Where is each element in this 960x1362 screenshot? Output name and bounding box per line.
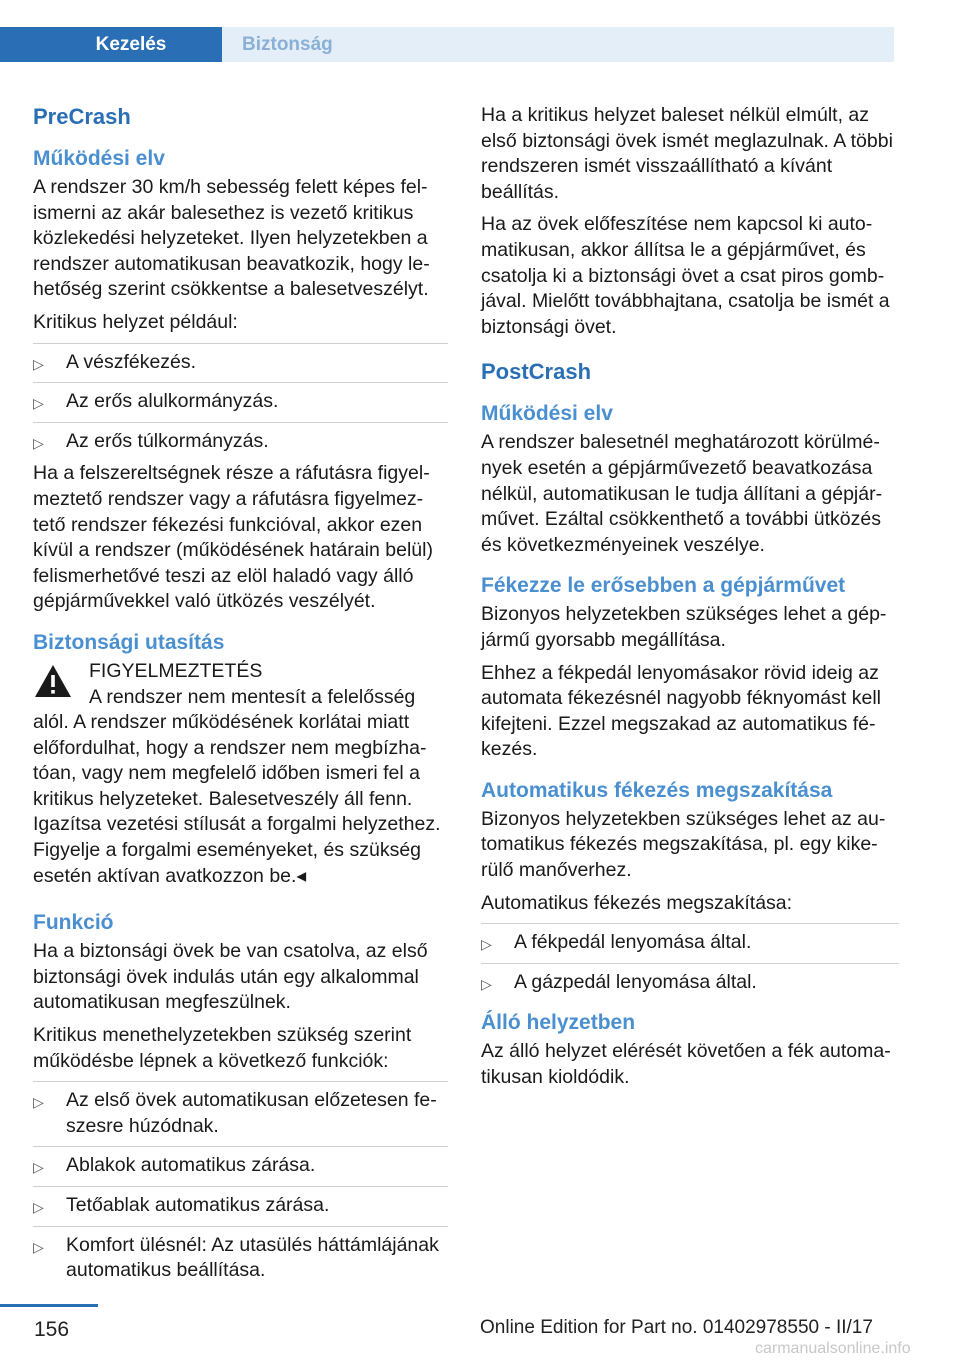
left-column xyxy=(33,95,448,1291)
list-item xyxy=(33,422,448,455)
warning-block xyxy=(33,659,448,889)
paragraph: Kritikus helyzet például: xyxy=(33,310,238,333)
list-item-text: Ablakok automatikus zárása. xyxy=(66,1154,316,1177)
list-item-text: Az első övek automatikusan előzetesen fe-szesre húzódnak. xyxy=(66,1089,437,1137)
section-title-precrash: PreCrash xyxy=(33,104,131,129)
paragraph: A rendszer 30 km/h sebesség felett képes fel-ismerni az akár balesethez is vezető kritikus közlekedési helyzeteket. Ilyen helyzetekben a rendszer automatikusan beavatkozik, hogy le-hetőség szerint csökkentse a balesetveszélyt. xyxy=(33,176,430,301)
triangle-bullet-icon: ▷ xyxy=(33,1159,44,1176)
list-item xyxy=(33,1186,448,1219)
warning-text: alól. A rendszer működésének korlátai miatt előfordulhat, hogy a rendszer nem megbízha-tóan, vagy nem megfelelő időben ismeri fel a kritikus helyzeteket. Balesetveszély áll fenn. Igazítsa vezetési stílusát a forgalmi helyzethez. Figyelje a forgalmi eseményeket, és szükség esetén aktívan avatkozzon be.◂ xyxy=(33,711,441,887)
list-item xyxy=(33,1082,448,1139)
section-title-postcrash: PostCrash xyxy=(481,359,592,385)
paragraph: Ha a biztonsági övek be van csatolva, az első biztonsági övek indulás után egy alkalommal automatikusan megfeszülnek. xyxy=(33,940,428,1014)
paragraph: Ha az övek előfeszítése nem kapcsol ki auto-matikusan, akkor állítsa le a gépjárművet, és csatolja ki a biztonsági övet a csat piros gomb-jával. Mielőtt továbbhajtana, csatolja be ismét a biztonsági övet. xyxy=(481,213,890,338)
heading-mukodesi-elv: Működési elv xyxy=(33,147,165,170)
warning-first-line: A rendszer nem mentesít a felelősség xyxy=(89,685,416,708)
right-column xyxy=(481,95,899,1098)
heading-allo-helyzetben: Álló helyzetben xyxy=(481,1011,636,1035)
paragraph: Az álló helyzet elérését követően a fék automa-tikusan kioldódik. xyxy=(481,1040,891,1089)
paragraph: Bizonyos helyzetekben szükséges lehet az au-tomatikus fékezés megszakítása, pl. egy kike-rülő manőverhez. xyxy=(481,807,886,882)
bullet-list xyxy=(481,923,899,995)
heading-funkcio: Funkció xyxy=(33,911,114,935)
list-item xyxy=(33,1146,448,1179)
tab-biztonsag[interactable]: Biztonság xyxy=(222,27,894,62)
list-item xyxy=(33,344,448,376)
triangle-bullet-icon: ▷ xyxy=(33,1094,44,1111)
triangle-bullet-icon: ▷ xyxy=(33,1199,44,1215)
watermark: carmanualsonline.info xyxy=(755,1340,911,1357)
triangle-bullet-icon: ▷ xyxy=(481,936,492,953)
heading-biztonsagi-utasitas: Biztonsági utasítás xyxy=(33,630,225,654)
triangle-bullet-icon: ▷ xyxy=(33,395,44,412)
list-item-text: A gázpedál lenyomása által. xyxy=(514,970,757,993)
bullet-list xyxy=(33,1081,448,1284)
heading-mukodesi-elv: Működési elv xyxy=(481,402,613,426)
list-item-text: A fékpedál lenyomása által. xyxy=(514,931,752,954)
list-item-text: Komfort ülésnél: Az utasülés háttámlájának automatikus beállítása. xyxy=(66,1233,439,1282)
paragraph: A rendszer balesetnél meghatározott körülmé-nyek esetén a gépjárművezető beavatkozása nélkül, automatikusan le tudja állítani a gépjár-művet. Ezáltal csökkenthető a további ütközés és következményeinek veszélye. xyxy=(481,431,883,556)
paragraph: Ha a felszereltségnek része a ráfutásra figyel-meztető rendszer vagy a ráfutásra figyelmez-tető rendszer fékezési funkcióval, akkor ezen kívül a rendszer (működésének határain belül) felismerhetővé teszi az elöl haladó vagy álló gépjárművekkel való ütközés veszélyét. xyxy=(33,462,433,613)
triangle-bullet-icon: ▷ xyxy=(33,355,44,372)
footer-rule xyxy=(0,1304,98,1307)
list-item xyxy=(481,963,899,996)
triangle-bullet-icon: ▷ xyxy=(481,975,492,992)
list-item xyxy=(481,924,899,956)
paragraph: Kritikus menethelyzetekben szükség szerint működésbe lépnek a következő funkciók: xyxy=(33,1024,412,1072)
bullet-list xyxy=(33,343,448,455)
heading-fekezze-le: Fékezze le erősebben a gépjárművet xyxy=(481,574,846,598)
tab-kezeles[interactable]: Kezelés xyxy=(0,27,222,62)
warning-title: FIGYELMEZTETÉS xyxy=(89,659,263,682)
header-bar xyxy=(0,0,960,62)
list-item-text: Tetőablak automatikus zárása. xyxy=(66,1194,330,1216)
warning-triangle-icon xyxy=(33,663,73,699)
triangle-bullet-icon: ▷ xyxy=(33,434,44,451)
edition-text: Online Edition for Part no. 01402978550 - II/17 xyxy=(480,1317,873,1338)
paragraph: Ha a kritikus helyzet baleset nélkül elmúlt, az első biztonsági övek ismét meglazulnak. A többi rendszeren ismét visszaállítható a kívánt beállítás. xyxy=(481,104,893,203)
heading-automatikus-fekezes: Automatikus fékezés megszakítása xyxy=(481,778,833,802)
list-item-text: A vészfékezés. xyxy=(66,350,197,373)
list-item xyxy=(33,1226,448,1284)
list-item-text: Az erős alulkormányzás. xyxy=(66,390,279,413)
page-number: 156 xyxy=(34,1318,70,1341)
paragraph: Ehhez a fékpedál lenyomásakor rövid ideig az automata fékezésnél nagyobb féknyomást kell kifejteni. Ezzel megszakad az automatikus fé-kezés. xyxy=(481,661,881,761)
list-item xyxy=(33,382,448,415)
triangle-bullet-icon: ▷ xyxy=(33,1238,44,1255)
paragraph: Bizonyos helyzetekben szükséges lehet a gép-jármű gyorsabb megállítása. xyxy=(481,603,887,651)
paragraph: Automatikus fékezés megszakítása: xyxy=(481,891,793,914)
list-item-text: Az erős túlkormányzás. xyxy=(66,429,269,452)
